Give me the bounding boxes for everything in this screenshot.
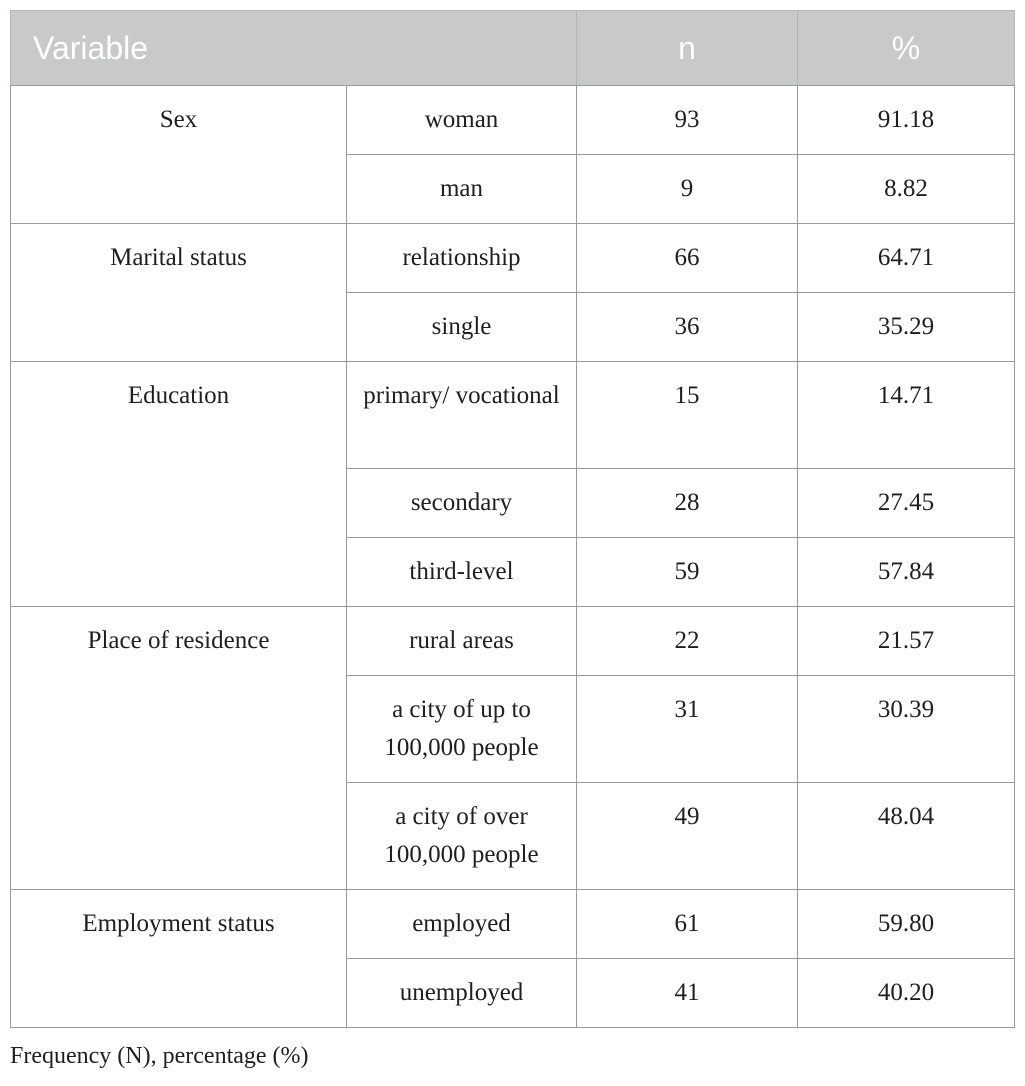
n-cell: 22 [577,607,798,676]
percent-cell: 35.29 [798,293,1015,362]
header-percent: % [798,11,1015,86]
demographics-table-container [10,10,1014,1028]
header-variable: Variable [11,11,577,86]
percent-cell: 8.82 [798,155,1015,224]
percent-cell: 30.39 [798,676,1015,783]
table-row [11,362,1015,469]
category-cell: secondary [347,469,577,538]
percent-cell: 48.04 [798,783,1015,890]
table-row [11,224,1015,293]
n-cell: 36 [577,293,798,362]
n-cell: 28 [577,469,798,538]
variable-cell-place-of-residence: Place of residence [11,607,347,890]
category-cell: employed [347,890,577,959]
percent-cell: 14.71 [798,362,1015,469]
n-cell: 9 [577,155,798,224]
category-cell: a city of up to 100,000 people [347,676,577,783]
n-cell: 15 [577,362,798,469]
table-row [11,890,1015,959]
header-n: n [577,11,798,86]
percent-cell: 64.71 [798,224,1015,293]
category-cell: single [347,293,577,362]
category-cell: third-level [347,538,577,607]
category-cell: woman [347,86,577,155]
n-cell: 61 [577,890,798,959]
category-cell: unemployed [347,959,577,1028]
category-cell: relationship [347,224,577,293]
table-row [11,86,1015,155]
percent-cell: 91.18 [798,86,1015,155]
percent-cell: 27.45 [798,469,1015,538]
n-cell: 31 [577,676,798,783]
category-cell: primary/ vocational [347,362,577,469]
variable-cell-marital-status: Marital status [11,224,347,362]
percent-cell: 57.84 [798,538,1015,607]
n-cell: 66 [577,224,798,293]
variable-cell-education: Education [11,362,347,607]
n-cell: 49 [577,783,798,890]
category-cell: a city of over 100,000 people [347,783,577,890]
n-cell: 59 [577,538,798,607]
category-cell: man [347,155,577,224]
demographics-table [10,10,1015,1028]
variable-cell-sex: Sex [11,86,347,224]
percent-cell: 40.20 [798,959,1015,1028]
table-footnote: Frequency (N), percentage (%) [10,1043,309,1069]
n-cell: 93 [577,86,798,155]
percent-cell: 59.80 [798,890,1015,959]
variable-cell-employment-status: Employment status [11,890,347,1028]
n-cell: 41 [577,959,798,1028]
table-header-row [11,11,1015,86]
percent-cell: 21.57 [798,607,1015,676]
table-row [11,607,1015,676]
category-cell: rural areas [347,607,577,676]
